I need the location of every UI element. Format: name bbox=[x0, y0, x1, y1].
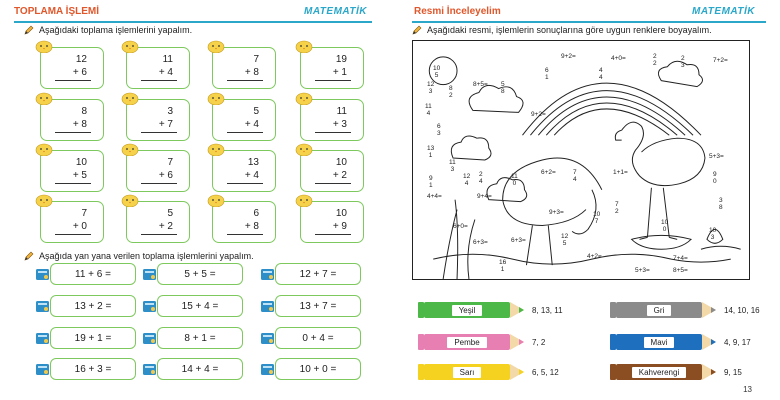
horizontal-addition-row[interactable] bbox=[275, 358, 361, 380]
addition-card[interactable] bbox=[300, 201, 364, 243]
chick-icon bbox=[121, 142, 139, 156]
sum-line bbox=[315, 183, 351, 184]
equation-text: 19 + 1 = bbox=[74, 332, 112, 344]
addend-top: 3 bbox=[167, 106, 173, 117]
addend-bottom: + 4 bbox=[244, 170, 259, 181]
page-number: 13 bbox=[743, 385, 752, 394]
addend-bottom: + 4 bbox=[244, 119, 259, 130]
crayon-legend-item bbox=[418, 332, 545, 352]
left-page-title: TOPLAMA İŞLEMİ bbox=[14, 6, 99, 17]
picture-number: 12 5 bbox=[561, 233, 569, 247]
chick-icon bbox=[295, 142, 313, 156]
crayon-tip bbox=[510, 364, 524, 380]
addend-bottom: + 9 bbox=[332, 221, 347, 232]
addend-top: 13 bbox=[247, 157, 259, 168]
chick-icon bbox=[207, 142, 225, 156]
addend-bottom: + 3 bbox=[332, 119, 347, 130]
crayon-body bbox=[424, 364, 510, 380]
addend-bottom: + 8 bbox=[72, 119, 87, 130]
pencil-icon bbox=[24, 25, 34, 35]
picture-number: 5 8 bbox=[501, 81, 505, 95]
color-name: Kahverengi bbox=[632, 367, 686, 378]
picture-number: 8 2 bbox=[449, 85, 453, 99]
book-icon bbox=[142, 298, 158, 314]
crayon-tip bbox=[510, 302, 524, 318]
addend-bottom: + 0 bbox=[72, 221, 87, 232]
addend-top: 8 bbox=[81, 106, 87, 117]
book-icon bbox=[142, 266, 158, 282]
chick-icon bbox=[207, 39, 225, 53]
left-header-line bbox=[14, 21, 372, 23]
sum-line bbox=[141, 183, 177, 184]
left-page-subject: MATEMATİK bbox=[304, 6, 368, 17]
horizontal-addition-row[interactable] bbox=[157, 358, 243, 380]
picture-number: 8+5= bbox=[673, 267, 688, 274]
picture-number: 9+2= bbox=[561, 53, 576, 60]
pencil-icon bbox=[412, 25, 422, 35]
chick-icon bbox=[207, 91, 225, 105]
picture-number: 7 4 bbox=[573, 169, 577, 183]
equation-text: 14 + 4 = bbox=[181, 363, 219, 375]
addend-top: 10 bbox=[335, 208, 347, 219]
addition-card[interactable] bbox=[212, 150, 276, 192]
flamingo-scene-illustration bbox=[413, 41, 749, 279]
picture-number: 7 2 bbox=[615, 201, 619, 215]
picture-number: 9 1 bbox=[429, 175, 433, 189]
picture-number: 13 1 bbox=[427, 145, 435, 159]
sum-line bbox=[55, 80, 91, 81]
horizontal-addition-row[interactable] bbox=[157, 327, 243, 349]
addend-bottom: + 8 bbox=[244, 67, 259, 78]
equation-text: 15 + 4 = bbox=[181, 300, 219, 312]
addition-card[interactable] bbox=[300, 150, 364, 192]
color-numbers: 6, 5, 12 bbox=[532, 367, 559, 377]
color-numbers: 7, 2 bbox=[532, 337, 546, 347]
sum-line bbox=[227, 80, 263, 81]
addition-card[interactable] bbox=[40, 201, 104, 243]
chick-icon bbox=[121, 193, 139, 207]
instruction-text: Aşağıdaki resmi, işlemlerin sonuçlarına göre uygun renklere boyayalım. bbox=[427, 25, 712, 35]
horizontal-addition-row[interactable] bbox=[50, 263, 136, 285]
crayon-body bbox=[424, 334, 510, 350]
picture-number: 12 4 bbox=[463, 173, 471, 187]
horizontal-addition-row[interactable] bbox=[275, 263, 361, 285]
sum-line bbox=[315, 80, 351, 81]
chick-icon bbox=[35, 193, 53, 207]
horizontal-addition-row[interactable] bbox=[157, 295, 243, 317]
horizontal-addition-row[interactable] bbox=[275, 327, 361, 349]
crayon-legend-item bbox=[418, 362, 559, 382]
picture-number: 4+0= bbox=[611, 55, 626, 62]
instruction-text: Aşağıda yan yana verilen toplama işlemlerini yapalım. bbox=[39, 251, 254, 261]
equation-text: 16 + 3 = bbox=[74, 363, 112, 375]
crayon-legend-item bbox=[610, 362, 742, 382]
instruction-horizontal bbox=[24, 251, 254, 261]
crayon-tip bbox=[702, 302, 716, 318]
addend-bottom: + 7 bbox=[158, 119, 173, 130]
addend-top: 12 bbox=[75, 54, 87, 65]
addend-top: 11 bbox=[162, 54, 173, 65]
picture-number: 4+4= bbox=[427, 193, 442, 200]
sum-line bbox=[315, 234, 351, 235]
sum-line bbox=[141, 234, 177, 235]
right-page-subject: MATEMATİK bbox=[692, 6, 756, 17]
chick-icon bbox=[35, 91, 53, 105]
addend-top: 7 bbox=[253, 54, 259, 65]
picture-number: 2 4 bbox=[479, 171, 483, 185]
picture-number: 9+4= bbox=[477, 193, 492, 200]
addition-card[interactable] bbox=[126, 150, 190, 192]
picture-number: 16 1 bbox=[499, 259, 507, 273]
picture-number: 10 5 bbox=[433, 65, 441, 79]
crayon-body bbox=[424, 302, 510, 318]
addition-card[interactable] bbox=[40, 47, 104, 89]
horizontal-addition-row[interactable] bbox=[50, 327, 136, 349]
picture-number: 5+3= bbox=[635, 267, 650, 274]
sum-line bbox=[227, 183, 263, 184]
picture-number: 4+2= bbox=[587, 253, 602, 260]
crayon-legend-item bbox=[418, 300, 563, 320]
sum-line bbox=[141, 80, 177, 81]
book-icon bbox=[260, 330, 276, 346]
picture-number: 4 4 bbox=[599, 67, 603, 81]
book-icon bbox=[142, 361, 158, 377]
picture-number: 8+5= bbox=[473, 81, 488, 88]
picture-number: 9+3= bbox=[549, 209, 564, 216]
crayon-body bbox=[616, 302, 702, 318]
color-numbers: 9, 15 bbox=[724, 367, 742, 377]
sum-line bbox=[227, 132, 263, 133]
equation-text: 8 + 1 = bbox=[184, 332, 216, 344]
addend-bottom: + 1 bbox=[332, 67, 347, 78]
book-icon bbox=[35, 330, 51, 346]
crayon-legend-item bbox=[610, 332, 751, 352]
horizontal-addition-row[interactable] bbox=[50, 295, 136, 317]
crayon-body bbox=[616, 334, 702, 350]
picture-number: 10 3 bbox=[709, 227, 717, 241]
color-numbers: 4, 9, 17 bbox=[724, 337, 751, 347]
picture-number: 2 3 bbox=[681, 55, 685, 69]
addend-top: 11 bbox=[336, 106, 347, 117]
book-icon bbox=[260, 361, 276, 377]
chick-icon bbox=[121, 39, 139, 53]
right-page-title: Resmi İnceleyelim bbox=[414, 6, 501, 17]
right-header-line bbox=[412, 21, 766, 23]
addend-bottom: + 8 bbox=[244, 221, 259, 232]
chick-icon bbox=[121, 91, 139, 105]
crayon-tip bbox=[702, 364, 716, 380]
sum-line bbox=[315, 132, 351, 133]
color-name: Gri bbox=[647, 305, 672, 316]
addition-card[interactable] bbox=[212, 99, 276, 141]
picture-number: 6 3 bbox=[437, 123, 441, 137]
addend-bottom: + 2 bbox=[158, 221, 173, 232]
picture-number: 11 4 bbox=[425, 103, 432, 117]
equation-text: 12 + 7 = bbox=[299, 268, 337, 280]
chick-icon bbox=[35, 142, 53, 156]
addend-top: 7 bbox=[81, 208, 87, 219]
addition-card[interactable] bbox=[126, 99, 190, 141]
chick-icon bbox=[295, 193, 313, 207]
sum-line bbox=[141, 132, 177, 133]
chick-icon bbox=[295, 39, 313, 53]
crayon-tip bbox=[702, 334, 716, 350]
color-numbers: 14, 10, 16 bbox=[724, 305, 760, 315]
color-name: Pembe bbox=[447, 337, 486, 348]
sum-line bbox=[55, 183, 91, 184]
chick-icon bbox=[295, 91, 313, 105]
addition-card[interactable] bbox=[40, 150, 104, 192]
addend-top: 10 bbox=[335, 157, 347, 168]
addend-top: 10 bbox=[75, 157, 87, 168]
equation-text: 13 + 2 = bbox=[74, 300, 112, 312]
instruction-text: Aşağıdaki toplama işlemlerini yapalım. bbox=[39, 25, 193, 35]
color-name: Sarı bbox=[453, 367, 482, 378]
book-icon bbox=[35, 298, 51, 314]
addition-card[interactable] bbox=[126, 201, 190, 243]
instruction-vertical bbox=[24, 25, 192, 35]
horizontal-addition-row[interactable] bbox=[157, 263, 243, 285]
addend-bottom: + 6 bbox=[158, 170, 173, 181]
equation-text: 10 + 0 = bbox=[299, 363, 337, 375]
picture-number: 6+3= bbox=[473, 239, 488, 246]
picture-number: 12 3 bbox=[427, 81, 435, 95]
picture-number: 9+2= bbox=[531, 111, 546, 118]
addition-card[interactable] bbox=[126, 47, 190, 89]
picture-number: 10 0 bbox=[661, 219, 669, 233]
picture-number: 11 3 bbox=[449, 159, 456, 173]
pencil-icon bbox=[24, 251, 34, 261]
addition-card[interactable] bbox=[300, 47, 364, 89]
picture-number: 7+4= bbox=[673, 255, 688, 262]
coloring-picture[interactable] bbox=[412, 40, 750, 280]
addend-top: 5 bbox=[167, 208, 173, 219]
horizontal-addition-row[interactable] bbox=[50, 358, 136, 380]
addend-top: 7 bbox=[167, 157, 173, 168]
equation-text: 13 + 7 = bbox=[299, 300, 337, 312]
book-icon bbox=[142, 330, 158, 346]
addition-card[interactable] bbox=[40, 99, 104, 141]
equation-text: 0 + 4 = bbox=[302, 332, 334, 344]
crayon-body bbox=[616, 364, 702, 380]
crayon-legend-item bbox=[610, 300, 760, 320]
picture-number: 6 1 bbox=[545, 67, 549, 81]
book-icon bbox=[260, 298, 276, 314]
sum-line bbox=[55, 234, 91, 235]
chick-icon bbox=[207, 193, 225, 207]
color-name: Yeşil bbox=[452, 305, 483, 316]
color-numbers: 8, 13, 11 bbox=[532, 305, 563, 315]
picture-number: 6+0= bbox=[453, 223, 468, 230]
addend-bottom: + 5 bbox=[72, 170, 87, 181]
picture-number: 6+3= bbox=[511, 237, 526, 244]
addend-bottom: + 6 bbox=[72, 67, 87, 78]
picture-number: 2 2 bbox=[653, 53, 657, 67]
picture-number: 10 7 bbox=[593, 211, 601, 225]
chick-icon bbox=[35, 39, 53, 53]
addend-bottom: + 4 bbox=[158, 67, 173, 78]
book-icon bbox=[35, 361, 51, 377]
sum-line bbox=[55, 132, 91, 133]
equation-text: 11 + 6 = bbox=[75, 268, 111, 280]
color-name: Mavi bbox=[644, 337, 675, 348]
addition-card[interactable] bbox=[212, 201, 276, 243]
addend-top: 19 bbox=[335, 54, 347, 65]
picture-number: 9 0 bbox=[713, 171, 717, 185]
book-icon bbox=[35, 266, 51, 282]
picture-number: 6+2= bbox=[541, 169, 556, 176]
picture-number: 5+3= bbox=[709, 153, 724, 160]
book-icon bbox=[260, 266, 276, 282]
crayon-tip bbox=[510, 334, 524, 350]
addend-bottom: + 2 bbox=[332, 170, 347, 181]
equation-text: 5 + 5 = bbox=[184, 268, 216, 280]
addition-card[interactable] bbox=[212, 47, 276, 89]
addition-card[interactable] bbox=[300, 99, 364, 141]
picture-number: 11 0 bbox=[511, 173, 518, 187]
horizontal-addition-row[interactable] bbox=[275, 295, 361, 317]
addend-top: 6 bbox=[253, 208, 259, 219]
sum-line bbox=[227, 234, 263, 235]
instruction-coloring bbox=[412, 25, 712, 35]
picture-number: 7+2= bbox=[713, 57, 728, 64]
picture-number: 3 8 bbox=[719, 197, 723, 211]
addend-top: 5 bbox=[253, 106, 259, 117]
picture-number: 1+1= bbox=[613, 169, 628, 176]
